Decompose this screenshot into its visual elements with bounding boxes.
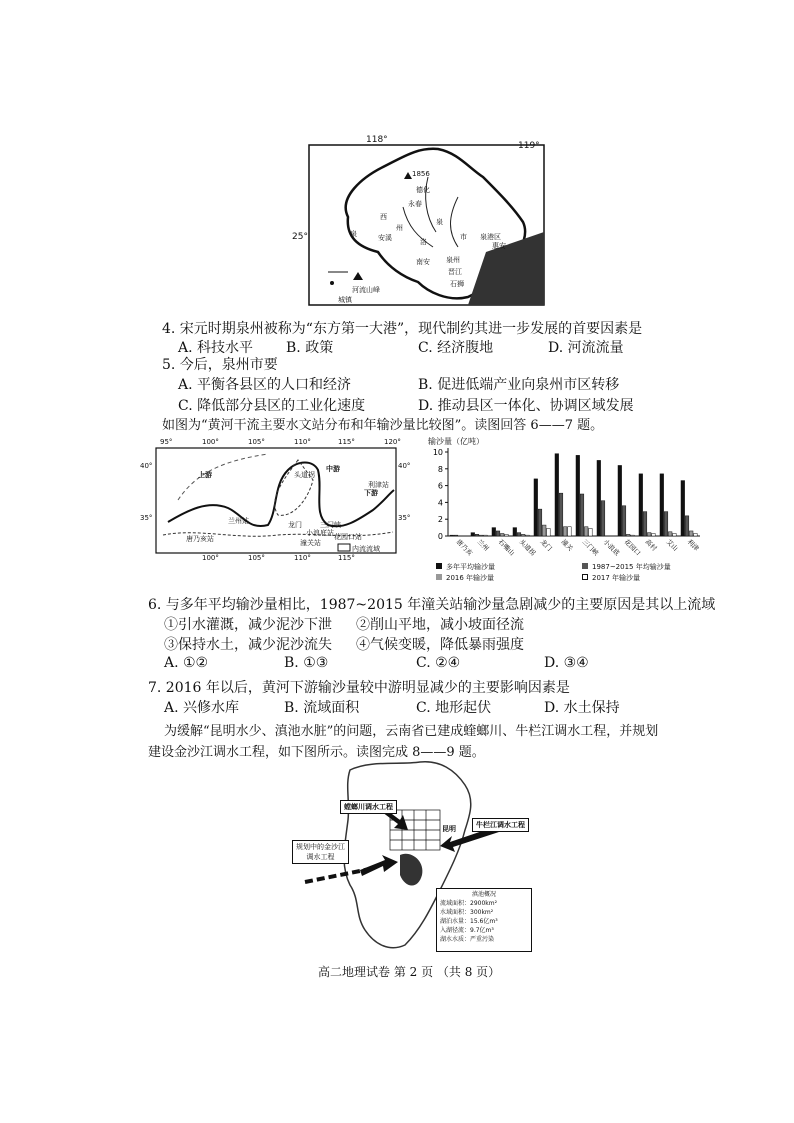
map1-label-2: 西 <box>380 213 387 221</box>
bar-2017 年输沙量 <box>505 534 509 536</box>
y-tick-label: 6 <box>437 481 443 491</box>
page-footer: 高二地理试卷 第 2 页 （共 8 页） <box>318 965 501 979</box>
quanzhou-map <box>292 135 546 307</box>
legend-item-2: 2016 年输沙量 <box>446 574 495 582</box>
intro-6-7: 如图为“黄河干流主要水文站分布和年输沙量比较图”。读图回答 6——7 题。 <box>162 418 604 433</box>
m2-label-lanzhou: 兰州站 <box>228 517 249 525</box>
bar-多年平均输沙量 <box>576 455 580 536</box>
m2-label-sanmenxia: 三门峡 <box>320 521 341 529</box>
box-jinshajiang-line2: 调水工程 <box>306 853 335 861</box>
dianchi-info-box <box>436 888 532 952</box>
lon-118-label: 118° <box>366 135 388 145</box>
m2-lon-bottom-2: 110° <box>294 554 311 562</box>
q4-option-d[interactable]: D. 河流流量 <box>548 340 624 356</box>
x-tick-label: 石嘴山 <box>496 537 517 558</box>
bar-1987~2015 年均输沙量 <box>664 512 668 536</box>
q4-option-a[interactable]: A. 科技水平 <box>178 340 254 356</box>
q4-option-c[interactable]: C. 经济腹地 <box>418 340 494 356</box>
bar-2016 年输沙量 <box>647 533 651 536</box>
bar-2017 年输沙量 <box>694 533 698 536</box>
m2-lon-bottom-0: 100° <box>202 554 219 562</box>
q6-option-c[interactable]: C. ②④ <box>416 655 461 671</box>
bar-2017 年输沙量 <box>547 528 551 536</box>
quanzhou-map-svg <box>308 137 546 307</box>
x-tick-label: 龙门 <box>538 537 554 553</box>
m2-lat-right-0: 40° <box>398 462 411 470</box>
legend-item-3: 2017 年输沙量 <box>592 574 641 582</box>
legend-item-0: 多年平均输沙量 <box>446 563 495 571</box>
bar-2016 年输沙量 <box>584 527 588 536</box>
info-inflow: 入湖径流：9.7亿m³ <box>440 927 494 934</box>
bar-多年平均输沙量 <box>450 535 454 536</box>
lon-119-label: 119° <box>518 141 540 151</box>
box-niulanjiang: 牛栏江调水工程 <box>472 818 529 832</box>
m2-lon-top-3: 110° <box>294 438 311 446</box>
m2-lon-top-5: 120° <box>384 438 401 446</box>
bar-1987~2015 年均输沙量 <box>580 494 584 536</box>
map1-label-0: 德化 <box>416 186 430 194</box>
bar-多年平均输沙量 <box>492 528 496 536</box>
bar-2017 年输沙量 <box>673 533 677 536</box>
m2-label-lower: 下游 <box>364 489 378 497</box>
q5-option-c[interactable]: C. 降低部分县区的工业化速度 <box>178 398 366 414</box>
m2-label-lijin: 利津站 <box>368 481 389 489</box>
m2-lat-right-1: 35° <box>398 514 411 522</box>
bar-2016 年输沙量 <box>500 533 504 536</box>
q5-stem: 5. 今后，泉州市要 <box>162 357 278 373</box>
bar-多年平均输沙量 <box>681 481 685 536</box>
q6-item-3: ③保持水土，减少泥沙流失 <box>164 637 332 653</box>
bar-多年平均输沙量 <box>471 533 475 536</box>
bar-多年平均输沙量 <box>555 454 559 536</box>
city-kunming: 昆明 <box>442 825 456 833</box>
y-tick-label: 10 <box>432 448 443 457</box>
legend-peak: 山峰 <box>366 286 380 294</box>
box-tanglangchuan: 螳螂川调水工程 <box>340 800 397 814</box>
m2-lon-top-4: 115° <box>338 438 355 446</box>
m2-label-tongguan: 潼关站 <box>300 539 321 547</box>
q5-option-d[interactable]: D. 推动县区一体化、协调区域发展 <box>418 398 634 414</box>
map1-label-9: 市 <box>460 233 467 241</box>
map1-label-4: 州 <box>396 224 403 232</box>
q6-option-d[interactable]: D. ③④ <box>544 655 589 671</box>
yellow-river-map <box>138 440 413 566</box>
bar-2016 年输沙量 <box>668 532 672 536</box>
x-tick-label: 三门峡 <box>580 537 601 558</box>
x-tick-label: 唐乃亥 <box>454 537 475 558</box>
q7-option-c[interactable]: C. 地形起伏 <box>416 700 492 716</box>
legend-swatch-1 <box>582 563 588 569</box>
m2-label-longmen: 龙门 <box>288 521 302 529</box>
map1-label-6: 洛 <box>420 238 427 246</box>
bar-2017 年输沙量 <box>526 535 530 536</box>
bar-2017 年输沙量 <box>631 535 635 536</box>
x-tick-label: 潼关 <box>559 537 575 553</box>
bar-2017 年输沙量 <box>652 533 656 536</box>
info-title: 滇池概况 <box>471 891 496 898</box>
intro-8-9-line2: 建设金沙江调水工程，如下图所示。读图完成 8——9 题。 <box>148 745 485 760</box>
q6-item-4: ④气候变暖，降低暴雨强度 <box>356 637 524 653</box>
y-tick-label: 8 <box>437 464 443 474</box>
q6-option-b[interactable]: B. ①③ <box>284 655 329 671</box>
bar-1987~2015 年均输沙量 <box>601 501 605 536</box>
bar-1987~2015 年均输沙量 <box>496 531 500 536</box>
q7-option-d[interactable]: D. 水土保持 <box>544 700 620 716</box>
m2-lon-top-2: 105° <box>248 438 265 446</box>
bar-多年平均输沙量 <box>597 460 601 536</box>
legend-river: 河流 <box>352 286 366 294</box>
q6-item-2: ②削山平地，减小坡面径流 <box>356 617 524 633</box>
bar-2016 年输沙量 <box>479 535 483 536</box>
bar-2017 年输沙量 <box>568 527 572 536</box>
m2-label-toudaoguai: 头道拐 <box>294 471 315 479</box>
q6-option-a[interactable]: A. ①② <box>164 655 209 671</box>
x-tick-label: 艾山 <box>664 537 680 553</box>
info-quality: 湖水水质：严重污染 <box>440 936 495 943</box>
m2-legend-inland: 内流流域 <box>352 545 380 553</box>
y-tick-label: 4 <box>437 498 443 508</box>
q7-option-a[interactable]: A. 兴修水库 <box>164 700 240 716</box>
bar-多年平均输沙量 <box>513 528 517 536</box>
x-tick-label: 花园口 <box>622 537 643 558</box>
lat-25-label: 25° <box>292 232 308 242</box>
bar-多年平均输沙量 <box>639 474 643 536</box>
box-jinshajiang-line1: 规划中的金沙江 <box>296 843 345 851</box>
map1-label-10: 泉港区 <box>480 233 501 241</box>
bar-1987~2015 年均输沙量 <box>685 516 689 536</box>
q5-option-a[interactable]: A. 平衡各县区的人口和经济 <box>178 377 352 393</box>
m2-lat-left-0: 40° <box>140 462 153 470</box>
bar-2016 年输沙量 <box>521 534 525 536</box>
legend-town: 城镇 <box>338 296 352 304</box>
y-tick-label: 2 <box>437 515 443 525</box>
chart-ylabel: 输沙量（亿吨） <box>428 437 484 446</box>
x-tick-label: 高村 <box>643 537 659 553</box>
y-tick-label: 0 <box>437 532 443 541</box>
x-tick-label: 利津 <box>685 537 701 553</box>
x-tick-label: 兰州 <box>475 537 491 553</box>
bar-2017 年输沙量 <box>589 528 593 536</box>
m2-label-xiaolangdi: 小浪底站 <box>306 529 334 537</box>
m2-lat-left-1: 35° <box>140 514 153 522</box>
bar-1987~2015 年均输沙量 <box>559 493 563 536</box>
bar-1987~2015 年均输沙量 <box>643 512 647 536</box>
map1-label-1: 永春 <box>408 200 422 208</box>
info-basin-area: 流域面积：2900km² <box>440 900 497 907</box>
chart-legend <box>432 562 712 584</box>
bar-多年平均输沙量 <box>534 479 538 536</box>
bar-2017 年输沙量 <box>484 535 488 536</box>
q4-option-b[interactable]: B. 政策 <box>286 340 334 356</box>
q6-item-1: ①引水灌溉，减少泥沙下泄 <box>164 617 332 633</box>
bar-2016 年输沙量 <box>626 534 630 536</box>
legend-swatch-0 <box>436 563 442 569</box>
legend-item-1: 1987~2015 年均输沙量 <box>592 563 671 571</box>
q6-stem: 6. 与多年平均输沙量相比，1987~2015 年潼关站输沙量急剧减少的主要原因是其以上流域 <box>148 597 716 613</box>
map1-label-11: 惠安 <box>492 242 506 250</box>
m2-lon-bottom-3: 115° <box>338 554 355 562</box>
box-jinshajiang <box>292 840 349 864</box>
intro-8-9-line1: 为缓解“昆明水少、滇池水脏”的问题，云南省已建成蝰螂川、牛栏江调水工程，并规划 <box>164 724 659 739</box>
map1-label-7: 南安 <box>416 258 430 266</box>
bar-1987~2015 年均输沙量 <box>517 533 521 536</box>
x-tick-label: 小浪底 <box>601 537 622 558</box>
bar-多年平均输沙量 <box>660 474 664 536</box>
q5-option-b[interactable]: B. 促进低端产业向泉州市区转移 <box>418 377 620 393</box>
m2-label-middle: 中游 <box>326 465 340 473</box>
dianchi-map <box>290 760 550 955</box>
bar-多年平均输沙量 <box>618 465 622 536</box>
bar-1987~2015 年均输沙量 <box>622 506 626 536</box>
peak-label: 1856 <box>412 170 430 178</box>
m2-label-upper: 上游 <box>198 471 212 479</box>
m2-lon-bottom-1: 105° <box>248 554 265 562</box>
bar-1987~2015 年均输沙量 <box>538 509 542 536</box>
map1-label-8: 泉州 <box>446 256 460 264</box>
map1-label-3: 安溪 <box>378 234 392 242</box>
m2-lon-top-1: 100° <box>202 438 219 446</box>
info-volume: 湖泊水量：15.6亿m³ <box>440 918 498 925</box>
map1-label-13: 石狮 <box>450 280 464 288</box>
legend-swatch-3 <box>582 574 588 580</box>
x-tick-label: 头道拐 <box>517 537 538 558</box>
bar-2016 年输沙量 <box>542 525 546 536</box>
m2-label-huayuankou: 花园口站 <box>334 533 362 541</box>
bar-1987~2015 年均输沙量 <box>454 535 458 536</box>
map1-label-5: 泉 <box>350 230 357 238</box>
bar-1987~2015 年均输沙量 <box>475 534 479 536</box>
info-water-area: 水域面积：300km² <box>440 909 494 916</box>
q7-option-b[interactable]: B. 流域面积 <box>284 700 360 716</box>
map1-label-12: 晋江 <box>448 268 462 276</box>
legend-swatch-2 <box>436 574 442 580</box>
q4-stem: 4. 宋元时期泉州被称为“东方第一大港”，现代制约其进一步发展的首要因素是 <box>162 321 643 337</box>
bar-2016 年输沙量 <box>563 527 567 536</box>
bar-2016 年输沙量 <box>689 531 693 536</box>
m2-label-tangnaihai: 唐乃亥站 <box>186 535 214 543</box>
m2-lon-top-0: 95° <box>160 438 173 446</box>
q7-stem: 7. 2016 年以后，黄河下游输沙量较中游明显减少的主要影响因素是 <box>148 680 570 696</box>
map1-label-14: 泉 <box>436 218 443 226</box>
